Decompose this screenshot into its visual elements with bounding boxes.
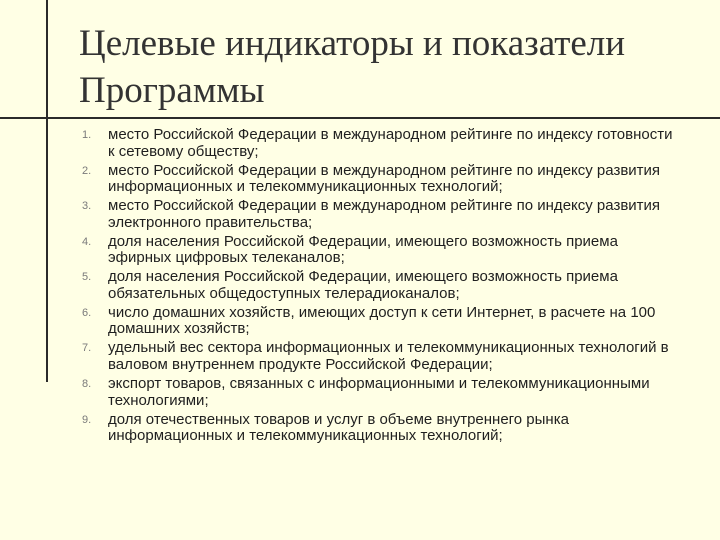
indicator-list xyxy=(82,127,682,447)
list-item-number: 6. xyxy=(82,306,92,319)
vertical-rule xyxy=(46,0,48,382)
list-item-text: доля населения Российской Федерации, имеющего возможность приема эфирных цифровых телеканалов; xyxy=(108,232,618,267)
list-item xyxy=(82,412,682,445)
list-item-number: 4. xyxy=(82,235,92,248)
list-item xyxy=(82,163,682,196)
list-item xyxy=(82,127,682,160)
list-item-number: 8. xyxy=(82,378,92,391)
list-item-number: 3. xyxy=(82,200,92,213)
list-item-text: место Российской Федерации в международном рейтинге по индексу готовности к сетевому обществу; xyxy=(108,126,673,160)
list-item xyxy=(82,340,682,373)
list-item-text: доля населения Российской Федерации, имеющего возможность приема обязательных общедоступных телерадиоканалов; xyxy=(108,268,618,302)
list-item-text: число домашних хозяйств, имеющих доступ к сети Интернет, в расчете на 100 домашних хозяйств; xyxy=(108,303,656,338)
list-item-number: 7. xyxy=(82,342,92,355)
list-item-text: удельный вес сектора информационных и телекоммуникационных технологий в валовом внутреннем продукте Российской Федерации; xyxy=(108,339,669,374)
list-item-number: 9. xyxy=(82,413,92,426)
list-item xyxy=(82,376,682,409)
list-item xyxy=(82,198,682,231)
list-item xyxy=(82,234,682,267)
list-item-text: место Российской Федерации в международном рейтинге по индексу развития электронного правительства; xyxy=(108,197,661,231)
list-item xyxy=(82,269,682,302)
list-item-text: доля отечественных товаров и услуг в объеме внутреннего рынка информационных и телекоммуникационных технологий; xyxy=(108,410,569,445)
list-item-number: 1. xyxy=(82,129,92,141)
list-item-number: 2. xyxy=(82,164,92,177)
list-item xyxy=(82,305,682,338)
horizontal-rule xyxy=(0,117,720,119)
list-item-text: место Российской Федерации в международном рейтинге по индексу развития информационных и телекоммуникационных технологий; xyxy=(108,161,661,196)
slide-title: Целевые индикаторы и показатели Программы xyxy=(79,23,626,111)
list-item-number: 5. xyxy=(82,271,92,284)
list-item-text: экспорт товаров, связанных с информационными и телекоммуникационными технологиями; xyxy=(108,375,650,409)
